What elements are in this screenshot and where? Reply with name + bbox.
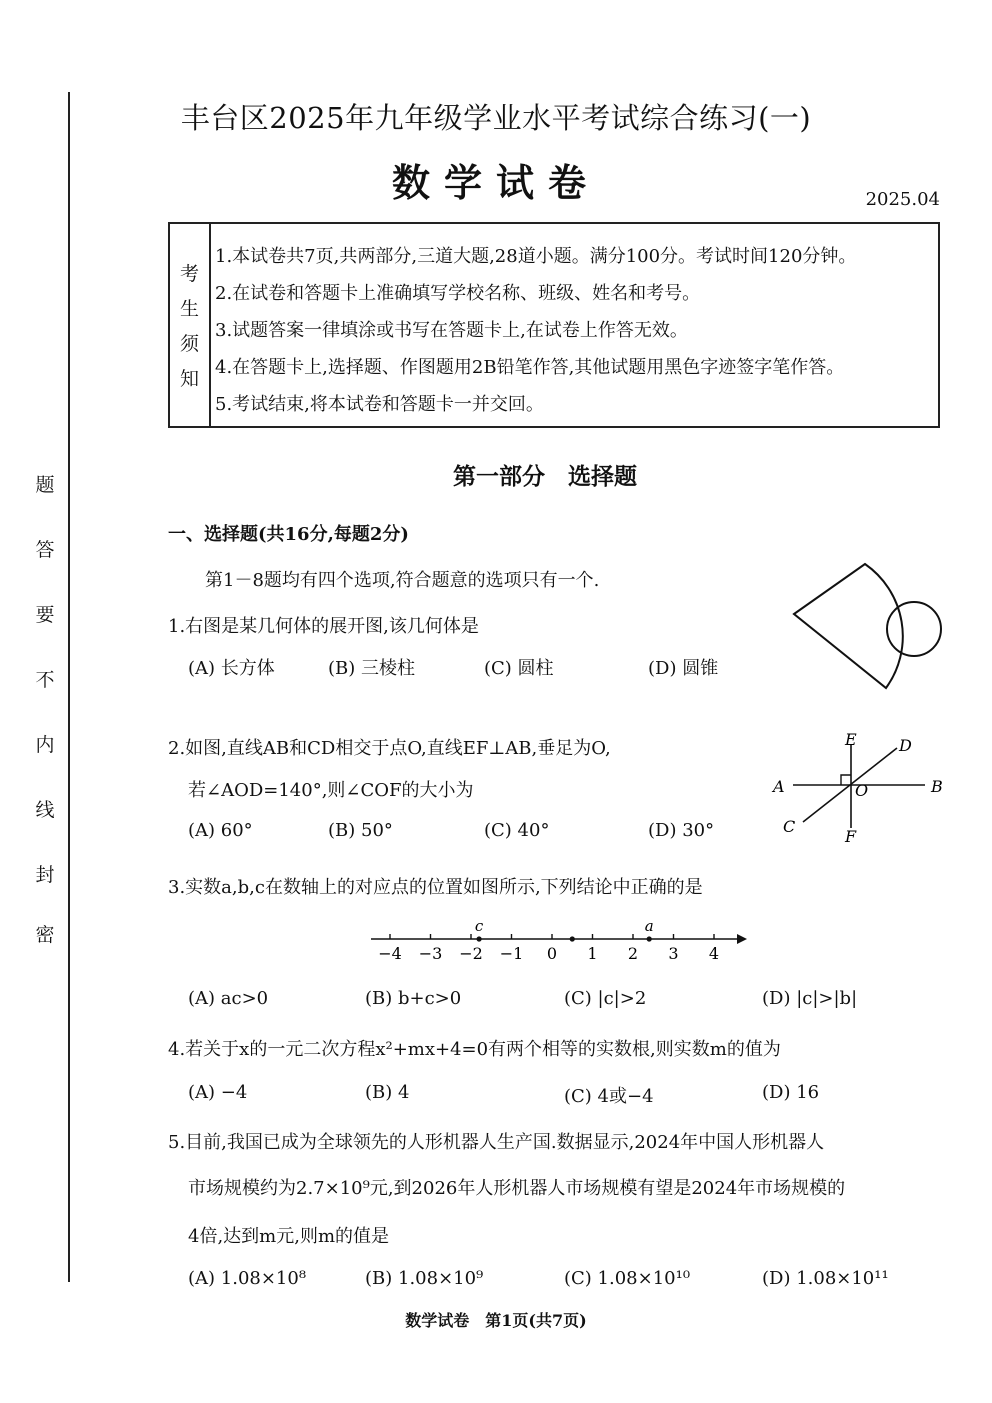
tick-label: 0	[546, 944, 558, 963]
question-3-option-b: (B) b+c>0	[365, 988, 462, 1009]
question-1-option-c: (C) 圆柱	[484, 658, 554, 679]
question-2-option-d: (D) 30°	[648, 820, 715, 841]
exam-subject-title: 数学试卷	[391, 160, 600, 205]
notice-item: 1.本试卷共7页,共两部分,三道大题,28道小题。满分100分。考试时间120分钟。	[215, 246, 857, 267]
section-heading: 一、选择题(共16分,每题2分)	[168, 524, 409, 545]
question-3-option-a: (A) ac>0	[188, 988, 269, 1009]
label-c: C	[783, 817, 796, 836]
tick-label: 1	[587, 944, 598, 963]
notice-list	[215, 238, 938, 423]
question-1-option-d: (D) 圆锥	[648, 658, 719, 679]
question-1-stem: 1.右图是某几何体的展开图,该几何体是	[168, 616, 479, 637]
question-1-option-b: (B) 三棱柱	[328, 658, 415, 679]
side-char: 密	[35, 924, 55, 946]
notice-box	[168, 222, 940, 428]
side-char: 答	[35, 539, 55, 561]
question-5-stem-line1: 5.目前,我国已成为全球领先的人形机器人生产国.数据显示,2024年中国人形机器人	[168, 1132, 825, 1153]
notice-item: 5.考试结束,将本试卷和答题卡一并交回。	[215, 394, 544, 415]
question-2-lines-figure	[765, 728, 955, 848]
question-2-option-c: (C) 40°	[484, 820, 550, 841]
question-5-option-c: (C) 1.08×10¹⁰	[564, 1268, 691, 1289]
question-4-option-a: (A) −4	[188, 1082, 248, 1103]
label-e: E	[845, 730, 857, 749]
question-3-number-line	[365, 918, 755, 968]
question-4-option-b: (B) 4	[365, 1082, 410, 1103]
point-marker	[570, 936, 575, 941]
notice-label-char: 须	[179, 333, 199, 355]
notice-label-char: 生	[179, 298, 199, 320]
notice-item: 4.在答题卡上,选择题、作图题用2B铅笔作答,其他试题用黑色字迹签字笔作答。	[215, 357, 845, 378]
label-o: O	[855, 781, 869, 800]
question-2-stem-line2: 若∠AOD=140°,则∠COF的大小为	[188, 780, 474, 801]
question-5-option-a: (A) 1.08×10⁸	[188, 1268, 307, 1289]
question-4-option-c: (C) 4或−4	[564, 1086, 654, 1107]
notice-item: 3.试题答案一律填涂或书写在答题卡上,在试卷上作答无效。	[215, 320, 688, 341]
tick-label: −4	[378, 944, 402, 963]
question-1-net-figure	[780, 552, 950, 697]
question-2-option-b: (B) 50°	[328, 820, 393, 841]
notice-label-char: 考	[179, 263, 199, 285]
tick-label: 3	[668, 944, 679, 963]
question-4-option-d: (D) 16	[762, 1082, 820, 1103]
question-2-stem-line1: 2.如图,直线AB和CD相交于点O,直线EF⊥AB,垂足为O,	[168, 738, 611, 759]
point-label: a	[644, 918, 654, 935]
side-char: 内	[35, 734, 55, 756]
label-d: D	[899, 736, 912, 755]
side-char: 封	[35, 864, 55, 886]
base-circle	[887, 602, 941, 656]
question-2-option-a: (A) 60°	[188, 820, 253, 841]
page-footer: 数学试卷 第1页(共7页)	[405, 1311, 587, 1330]
side-char: 题	[35, 474, 55, 496]
label-a: A	[773, 777, 785, 796]
part-title: 第一部分 选择题	[453, 463, 637, 490]
question-5-stem-line3: 4倍,达到m元,则m的值是	[188, 1226, 390, 1247]
question-5-stem-line2: 市场规模约为2.7×10⁹元,到2026年人形机器人市场规模有望是2024年市场规模的	[188, 1178, 846, 1199]
tick-label: −1	[499, 944, 524, 963]
point-marker	[477, 936, 482, 941]
question-3-option-c: (C) |c|>2	[564, 988, 647, 1009]
tick-label: −2	[459, 944, 483, 963]
tick-label: 4	[708, 944, 720, 963]
axis-arrow	[737, 934, 747, 944]
question-5-option-b: (B) 1.08×10⁹	[365, 1268, 484, 1289]
exam-date: 2025.04	[865, 189, 940, 210]
notice-label	[170, 224, 211, 426]
right-angle-mark	[841, 775, 851, 785]
label-f: F	[845, 827, 857, 846]
side-char: 不	[35, 669, 55, 691]
question-5-option-d: (D) 1.08×10¹¹	[762, 1268, 889, 1289]
question-3-stem: 3.实数a,b,c在数轴上的对应点的位置如图所示,下列结论中正确的是	[168, 877, 703, 898]
notice-item: 2.在试卷和答题卡上准确填写学校名称、班级、姓名和考号。	[215, 283, 701, 304]
question-1-option-a: (A) 长方体	[188, 658, 275, 679]
notice-label-char: 知	[179, 368, 199, 390]
question-3-option-d: (D) |c|>|b|	[762, 988, 858, 1009]
label-b: B	[931, 777, 943, 796]
point-label: c	[474, 918, 484, 935]
question-4-stem: 4.若关于x的一元二次方程x²+mx+4=0有两个相等的实数根,则实数m的值为	[168, 1039, 781, 1060]
point-marker	[647, 936, 652, 941]
binding-line	[68, 92, 70, 1282]
tick-label: −3	[418, 944, 443, 963]
side-char: 线	[35, 799, 55, 821]
exam-title: 丰台区2025年九年级学业水平考试综合练习(一)	[180, 101, 812, 135]
section-intro: 第1－8题均有四个选项,符合题意的选项只有一个.	[205, 570, 600, 591]
side-char: 要	[35, 604, 55, 626]
tick-label: 2	[627, 944, 639, 963]
